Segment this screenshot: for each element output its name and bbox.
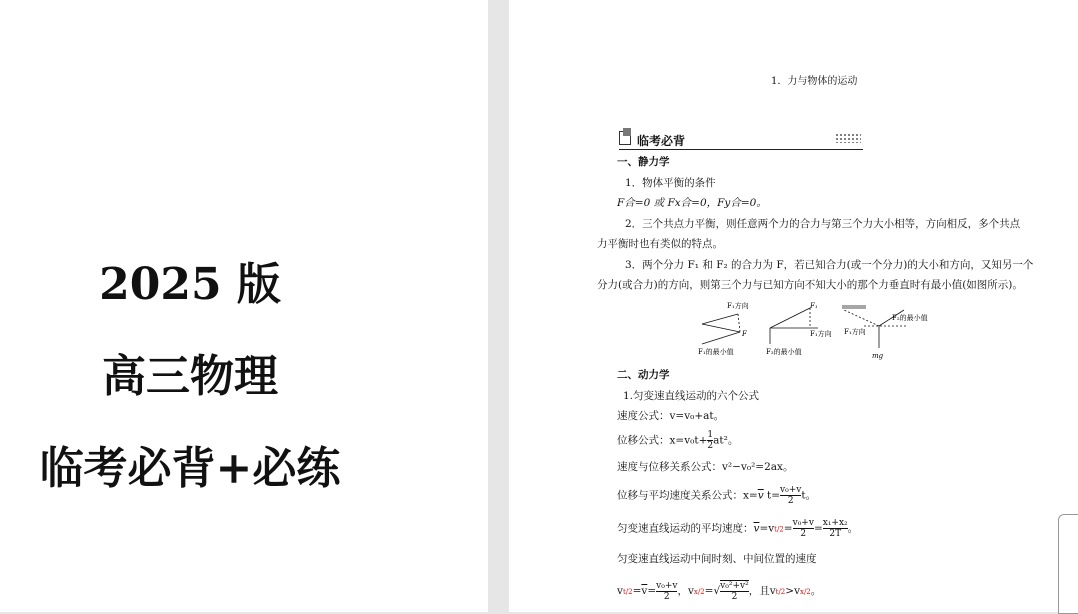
velocity-displacement-formula: 速度与位移关系公式：v²−v₀²=2ax。 — [617, 461, 794, 473]
force-decomposition-figure — [694, 296, 934, 362]
part1-heading: 一、静力学 — [617, 156, 670, 168]
cover-subject-line: 高三物理 — [102, 351, 278, 402]
figure-a — [702, 314, 740, 344]
item3-line2: 分力(或合力)的方向，则第三个力与已知方向不知大小的那个力垂直时有最小值(如图所示)。 — [597, 279, 1023, 291]
mid-velocity-label: 匀变速直线运动中间时刻、中间位置的速度 — [617, 553, 817, 565]
fig-b-f1-dir: F₁方向 — [810, 330, 832, 338]
item1-title: 1．物体平衡的条件 — [625, 177, 716, 189]
cover-year-line: 2025 版 — [99, 259, 281, 310]
figure-c — [842, 306, 906, 348]
floating-panel-tab[interactable] — [1058, 514, 1078, 614]
fig-b-f1: F₁ — [810, 302, 818, 310]
fig-c-f1-dir: F₁方向 — [844, 328, 866, 336]
velocity-formula: 速度公式：v=v₀+at。 — [617, 410, 725, 422]
section-header — [619, 127, 863, 150]
chapter-title: 1．力与物体的运动 — [771, 76, 858, 87]
sub1-title: 1.匀变速直线运动的六个公式 — [623, 390, 760, 402]
cover-page — [0, 0, 488, 612]
item1-formula: F合=0 或 Fx合=0，Fy合=0。 — [617, 197, 767, 209]
average-displacement-formula: 位移与平均速度关系公式：$x=\overline{v}$ t= $\frac{\text{v₀+v}}{2}$ t。 — [617, 485, 817, 506]
part2-heading: 二、动力学 — [617, 369, 670, 381]
figure-b — [770, 308, 818, 344]
displacement-formula: 位移公式：x=v₀t+ $\frac{1}{2}$ at²。 — [617, 430, 739, 451]
item3-line1: 3．两个分力 F₁ 和 F₂ 的合力为 F，若已知合力(或一个分力)的大小和方向，又知另一个 — [625, 259, 1034, 271]
section-page-icon — [619, 131, 631, 145]
fig-b-f2-min: F₂的最小值 — [766, 348, 802, 356]
item2-line1: 2．三个共点力平衡，则任意两个力的合力与第三个力大小相等，方向相反，多个共点 — [625, 218, 1021, 230]
fig-c-mg: mg — [872, 352, 884, 360]
mid-velocity-formula: $vt/2=\overline{v}=$ $\frac{\text{v₀+v}}{2}$ ，vx/2=√ $\frac{\text{v₀²+v²}}{2}$ ，且vt/2>vx/2。 — [617, 580, 822, 602]
section-title: 临考必背 — [637, 134, 686, 148]
cover-title-line: 临考必背+必练 — [39, 443, 341, 494]
fig-a-f1-min: F₁的最小值 — [698, 348, 734, 356]
fig-c-f2-min: F₂的最小值 — [892, 314, 928, 322]
item2-line2: 力平衡时也有类似的特点。 — [597, 238, 723, 250]
fig-a-f1-dir: F₁方向 — [727, 302, 749, 310]
fig-a-f: F — [742, 330, 747, 338]
content-page — [509, 0, 1078, 612]
average-velocity-formula: 匀变速直线运动的平均速度：$\overline{v}=vt/2=$ $\frac{\text{v₀+v}}{2}$ = $\frac{\text{x₁+x₂}}{2T}$ 。 — [617, 518, 859, 539]
section-dots-decoration — [835, 133, 861, 143]
